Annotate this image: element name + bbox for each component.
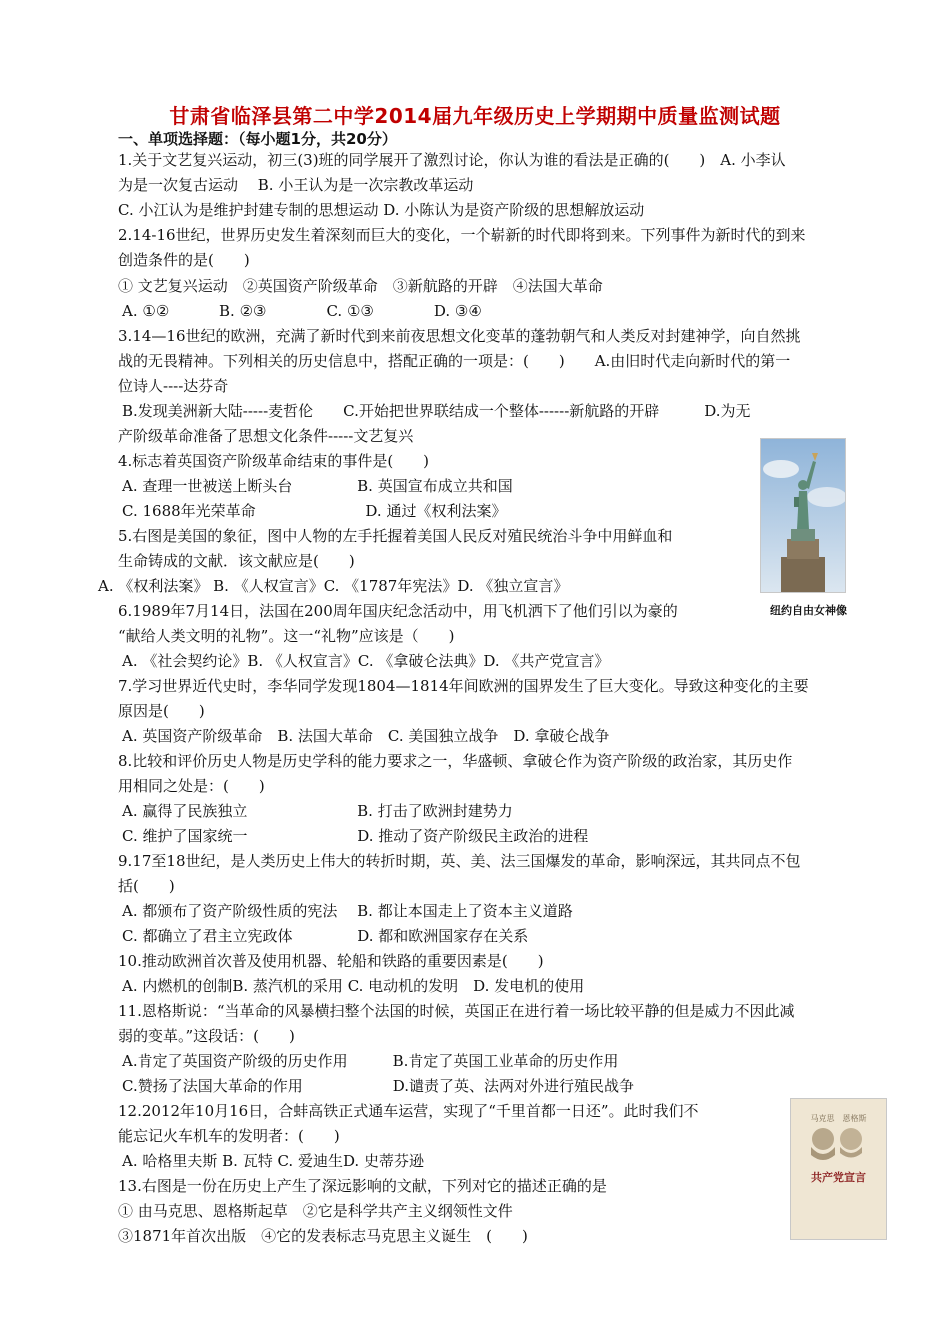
question-line: 为是一次复古运动 B. 小王认为是一次宗教改革运动 [118, 176, 474, 194]
question-line: C. 维护了国家统一 D. 推动了资产阶级民主政治的进程 [122, 827, 589, 845]
statue-illustration [761, 439, 845, 592]
section-heading: 一、单项选择题：（每小题1分，共20分） [118, 130, 397, 148]
question-line: 生命铸成的文献．该文献应是( ) [118, 552, 355, 570]
question-line: C.赞扬了法国大革命的作用 D.谴责了英、法两对外进行殖民战争 [122, 1077, 634, 1095]
question-line: 6.1989年7月14日，法国在200周年国庆纪念活动中，用飞机洒下了他们引以为豪的 [118, 602, 678, 620]
question-line: 能忘记火车机车的发明者：( ) [118, 1127, 340, 1145]
question-line: A. 查理一世被送上断头台 B. 英国宣布成立共和国 [122, 477, 513, 495]
question-line: ① 文艺复兴运动 ②英国资产阶级革命 ③新航路的开辟 ④法国大革命 [118, 277, 603, 295]
question-line: C. 都确立了君主立宪政体 D. 都和欧洲国家存在关系 [122, 927, 529, 945]
statue-of-liberty-image [760, 438, 846, 593]
question-line: 2.14-16世纪，世界历史发生着深刻而巨大的变化，一个崭新的时代即将到来。下列事件为新时代的到来 [118, 226, 806, 244]
question-line: A.肯定了英国资产阶级的历史作用 B.肯定了英国工业革命的历史作用 [122, 1052, 619, 1070]
question-line: A. 《权利法案》 B. 《人权宣言》C. 《1787年宪法》D. 《独立宣言》 [98, 577, 569, 595]
question-line: C. 1688年光荣革命 D. 通过《权利法案》 [122, 502, 507, 520]
question-line: 弱的变革。”这段话：( ) [118, 1027, 295, 1045]
question-line: 位诗人----达芬奇 [118, 377, 229, 395]
question-line: A. 《社会契约论》B. 《人权宣言》C. 《拿破仑法典》D. 《共产党宣言》 [122, 652, 610, 670]
question-line: ① 由马克思、恩格斯起草 ②它是科学共产主义纲领性文件 [118, 1202, 513, 1220]
question-line: 12.2012年10月16日，合蚌高铁正式通车运营，实现了“千里首都一日还”。此时我们不 [118, 1102, 699, 1120]
communist-manifesto-cover [790, 1098, 887, 1240]
question-line: A. 哈格里夫斯 B. 瓦特 C. 爱迪生D. 史蒂芬逊 [122, 1152, 424, 1170]
question-line: 13.右图是一份在历史上产生了深远影响的文献，下列对它的描述正确的是 [118, 1177, 607, 1195]
question-line: 11.恩格斯说：“当革命的风暴横扫整个法国的时候，英国正在进行着一场比较平静的但是威力不因此减 [118, 1002, 795, 1020]
question-line: 4.标志着英国资产阶级革命结束的事件是( ) [118, 452, 430, 470]
question-line: A. 赢得了民族独立 B. 打击了欧洲封建势力 [122, 802, 513, 820]
question-line: A. 英国资产阶级革命 B. 法国大革命 C. 美国独立战争 D. 拿破仑战争 [122, 727, 610, 745]
question-line: 9.17至18世纪，是人类历史上伟大的转折时期，英、美、法三国爆发的革命，影响深远，其共同点不包 [118, 852, 801, 870]
question-line: 创造条件的是( ) [118, 251, 250, 269]
question-line: 原因是( ) [118, 702, 205, 720]
question-line: 10.推动欧洲首次普及使用机器、轮船和铁路的重要因素是( ) [118, 952, 544, 970]
question-line: B.发现美洲新大陆-----麦哲伦 C.开始把世界联结成一个整体------新航路的开辟 D.为无 [122, 402, 751, 420]
question-line: 产阶级革命准备了思想文化条件-----文艺复兴 [118, 427, 414, 445]
exam-title: 甘肃省临泽县第二中学2014届九年级历史上学期期中质量监测试题 [169, 104, 781, 128]
question-line: A. 都颁布了资产阶级性质的宪法 B. 都让本国走上了资本主义道路 [122, 902, 573, 920]
question-line: 战的无畏精神。下列相关的历史信息中，搭配正确的一项是：( ) A.由旧时代走向新时代的第一 [118, 352, 791, 370]
statue-caption: 纽约自由女神像 [770, 604, 847, 617]
question-line: 5.右图是美国的象征，图中人物的左手托握着美国人民反对殖民统治斗争中用鲜血和 [118, 527, 673, 545]
question-line: 用相同之处是：( ) [118, 777, 265, 795]
question-line: 括( ) [118, 877, 175, 895]
manifesto-title: 共产党宣言 [811, 1171, 866, 1184]
question-line: 1.关于文艺复兴运动，初三(3)班的同学展开了激烈讨论，你认为谁的看法是正确的( ) A. 小李认 [118, 151, 786, 169]
question-line: 7.学习世界近代史时，李华同学发现1804—1814年间欧洲的国界发生了巨大变化。导致这种变化的主要 [118, 677, 809, 695]
manifesto-authors: 马克思 恩格斯 [810, 1114, 867, 1123]
question-line: ③1871年首次出版 ④它的发表标志马克思主义诞生 ( ) [118, 1227, 528, 1245]
question-line: A. 内燃机的创制B. 蒸汽机的采用 C. 电动机的发明 D. 发电机的使用 [122, 977, 585, 995]
question-line: C. 小江认为是维护封建专制的思想运动 D. 小陈认为是资产阶级的思想解放运动 [118, 201, 645, 219]
question-line: A. ①② B. ②③ C. ①③ D. ③④ [122, 302, 482, 320]
question-line: “献给人类文明的礼物”。这一“礼物”应该是（ ) [118, 627, 455, 645]
question-line: 8.比较和评价历史人物是历史学科的能力要求之一，华盛顿、拿破仑作为资产阶级的政治家，其历史作 [118, 752, 793, 770]
question-line: 3.14—16世纪的欧洲，充满了新时代到来前夜思想文化变革的蓬勃朝气和人类反对封建神学，向自然挑 [118, 327, 801, 345]
